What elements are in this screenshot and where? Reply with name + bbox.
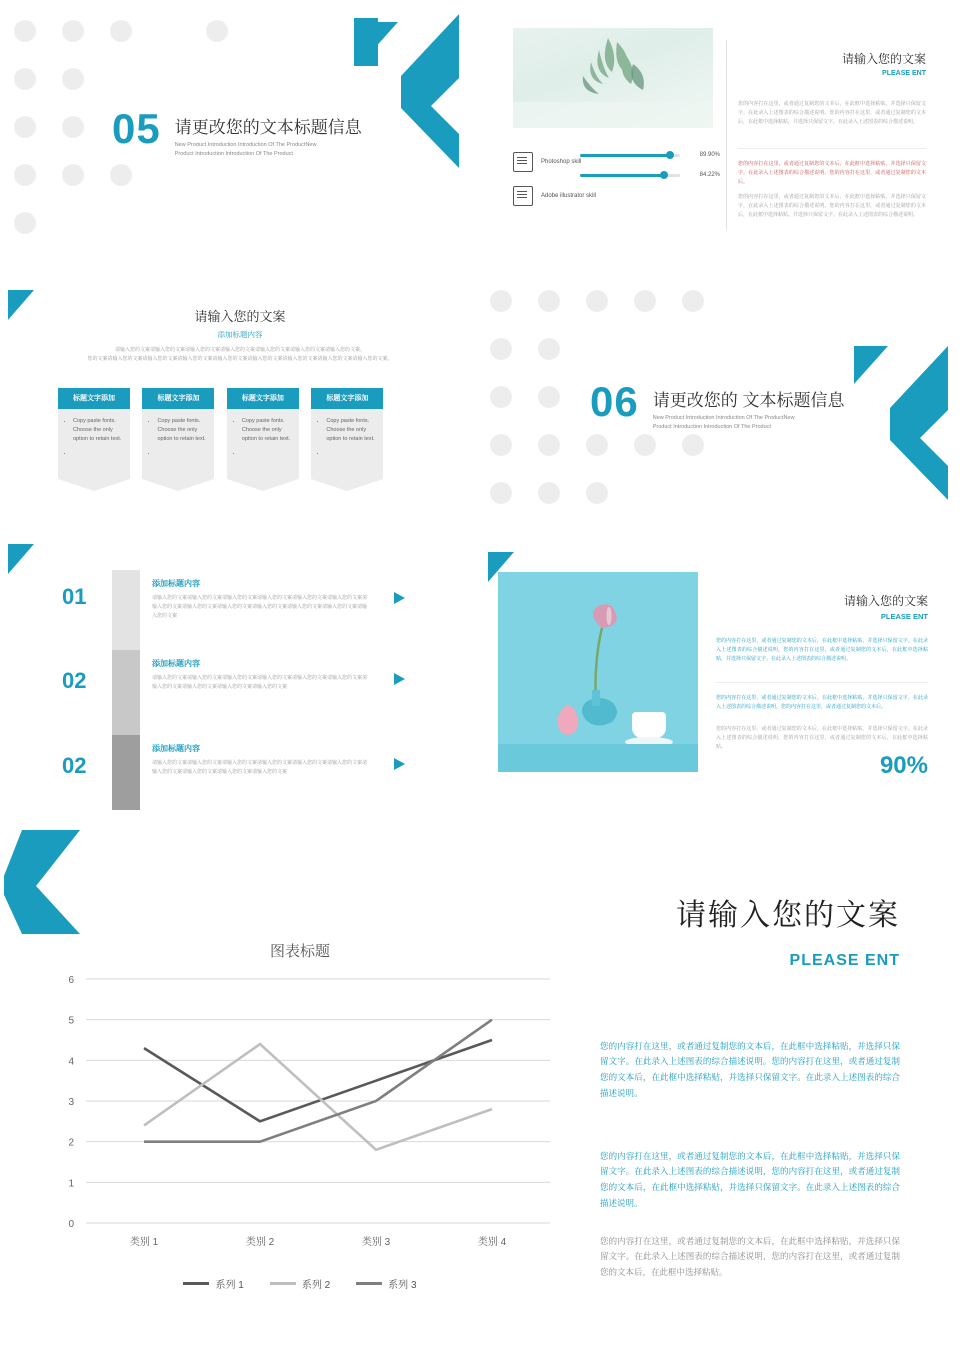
slide-subtitle-line1: New Product Introduction Introduction Of The ProductNew xyxy=(174,142,317,148)
section-heading-en: PLEASE ENT xyxy=(882,70,926,77)
legend-label: 系列 1 xyxy=(215,1280,244,1291)
legend-label: 系列 3 xyxy=(388,1280,417,1291)
section-heading-cn: 请输入您的文案 xyxy=(843,594,928,608)
step-title: 添加标题内容 xyxy=(152,659,200,668)
ribbon-bullet: • Copy paste fonts. Choose the only option to retain text. xyxy=(73,417,124,444)
ribbon-bullet: • Copy paste fonts. Choose the only option to retain text. xyxy=(326,417,377,444)
ribbon-head: 标题文字添加 xyxy=(227,388,299,409)
skills-paragraph: 您的内容打在这里，或者通过复制您的文本后，在此框中选择粘贴。并选择只保留文字。在此录入上述图表的综合描述说明。您的内容打在这里，或者通过复制您的文本后，在此框中选择粘贴，并选择只保留文字。在此录入上述图表的综合描述说明。 xyxy=(738,101,926,125)
play-triangle-icon xyxy=(394,758,405,770)
slide-ribbons xyxy=(0,270,480,540)
step-bar xyxy=(112,570,140,650)
slide-ninety xyxy=(480,540,960,810)
svg-text:6: 6 xyxy=(68,975,74,986)
slide-steps xyxy=(0,540,480,810)
ribbon-card[interactable] xyxy=(227,388,299,491)
step-text: 请输入您的文案请输入您的文案请输入您的文案请输入您的文案请输入您的文案请输入您的文案请输入您的文案请输入您的文案请输入您的文案请输入您的文案 xyxy=(152,760,368,775)
section-heading-en: PLEASE ENT xyxy=(880,612,928,621)
legend-swatch xyxy=(356,1282,382,1285)
ribbon-card[interactable] xyxy=(58,388,130,491)
slide-subtitle-line1: New Product Introduction Introduction Of The ProductNew xyxy=(652,415,795,421)
ribbons-subheading: 添加标题内容 xyxy=(217,330,263,339)
vase-photo xyxy=(498,572,698,772)
step-number: 02 xyxy=(62,753,87,778)
slide-title: 请更改您的文本标题信息 xyxy=(174,118,362,137)
chevron-left-decoration xyxy=(838,340,960,530)
ribbon-bullet xyxy=(73,449,124,458)
step-title: 添加标题内容 xyxy=(152,744,200,753)
divider xyxy=(726,40,727,230)
play-triangle-icon xyxy=(394,592,405,604)
ribbon-bullet: • Copy paste fonts. Choose the only option to retain text. xyxy=(242,417,293,444)
ribbon-head: 标题文字添加 xyxy=(311,388,383,409)
document-icon xyxy=(513,186,533,206)
svg-text:类别 4: 类别 4 xyxy=(477,1237,507,1248)
ninety-value: 90% xyxy=(879,752,928,779)
section-heading-cn: 请输入您的文案 xyxy=(841,52,926,66)
step-text: 请输入您的文案请输入您的文案请输入您的文案请输入您的文案请输入您的文案请输入您的文案请输入您的文案请输入您的文案请输入您的文案请输入您的文案 xyxy=(152,675,368,690)
step-number: 02 xyxy=(62,668,87,693)
ribbon-bullet xyxy=(242,449,293,458)
skills-paragraph: 您的内容打在这里，或者通过复制您的文本后，在此框中选择粘贴，并选择只保留文字，在此录入上述图表的综合描述说明。您的内容打在这里，或者通过复制您的文本后，在此框中选择粘贴。并选择只保留文字。在此录入上述图表的综合描述说明。 xyxy=(738,194,926,218)
chevron-left-decoration xyxy=(0,540,44,600)
slide-title: 请更改您的 文本标题信息 xyxy=(652,391,845,410)
legend-label: 系列 2 xyxy=(301,1280,331,1291)
ribbon-card[interactable] xyxy=(142,388,214,491)
step-bar xyxy=(112,735,140,810)
legend-swatch xyxy=(270,1282,296,1285)
chevron-left-decoration xyxy=(4,816,94,946)
svg-text:类别 3: 类别 3 xyxy=(361,1237,391,1248)
skill-name: Adobe illustrator skill xyxy=(541,193,597,199)
chart-heading-cn: 请输入您的文案 xyxy=(676,899,900,932)
step-text: 请输入您的文案请输入您的文案请输入您的文案请输入您的文案请输入您的文案请输入您的文案请输入您的文案请输入您的文案请输入您的文案请输入您的文案请输入您的文案请输入您的文案请输入您的文案 xyxy=(152,595,368,619)
skill-progress-bar xyxy=(580,174,680,177)
chart-paragraph: 您的内容打在这里，或者通过复制您的文本后，在此框中选择粘贴，并选择只保留文字。在此录入上述图表的综合描述说明，您的内容打在这里，或者通过复制您的文本后，在此框中选择粘贴，并选择只保留文字。在此录入上述图表的综合描述说明。 xyxy=(600,1150,900,1208)
slide-06 xyxy=(480,270,960,540)
chevron-left-decoration xyxy=(354,8,480,178)
chart-paragraph: 您的内容打在这里，或者通过复制您的文本后，在此框中选择粘贴，并选择只保留文字。在此录入上述图表的综合描述说明，您的内容打在这里，或者通过复制您的文本后，在此框中选择粘贴。 xyxy=(600,1235,900,1277)
svg-text:0: 0 xyxy=(68,1219,74,1230)
skill-value: 84.22% xyxy=(699,172,720,178)
legend-item xyxy=(270,1276,330,1291)
ribbon-bullet: • Copy paste fonts. Choose the only option to retain text. xyxy=(157,417,208,444)
svg-text:3: 3 xyxy=(68,1097,74,1108)
chart-title: 图表标题 xyxy=(269,943,330,960)
skill-progress-bar xyxy=(580,154,680,157)
slide-skills xyxy=(480,0,960,270)
svg-text:1: 1 xyxy=(68,1178,74,1190)
ribbons-desc-line2: 您的文案请输入您的文案请输入您的文案请输入您的文案请输入您的文案请输入您的文案请输入您的文案请输入您的文案请输入您的文案。 xyxy=(87,355,393,362)
slide-subtitle-line2: Product Introduction Introduction Of The Product xyxy=(174,151,293,158)
ninety-paragraph: 您的内容打在这里，或者通过复制您的文本后，在此框中选择粘贴，并选择只保留文字。在此录入上述图表的综合描述说明，您的内容打在这里，或者通过复制您的文本后，在此框中选择粘贴。 xyxy=(716,726,928,750)
chart-heading-en: PLEASE ENT xyxy=(789,952,900,969)
ribbon-head: 标题文字添加 xyxy=(142,388,214,409)
skill-value: 89.90% xyxy=(699,152,720,158)
skills-paragraph: 您的内容打在这里，或者通过复制您的文本后，在此框中选择粘贴，并选择只保留文字。在此录入上述图表的综合描述说明，您的内容打在这里，或者通过复制您的文本后。 xyxy=(738,161,926,185)
slide-05 xyxy=(0,0,480,270)
ribbons-desc-line1: 请输入您的文案请输入您的文案请输入您的文案请输入您的文案请输入您的文案请输入您的文案请输入您的文案。 xyxy=(114,347,365,353)
svg-text:4: 4 xyxy=(68,1056,74,1068)
document-icon xyxy=(513,152,533,172)
slide-number: 05 xyxy=(112,105,161,152)
svg-text:类别 2: 类别 2 xyxy=(245,1237,275,1248)
skill-name: Photoshop skill xyxy=(541,159,582,165)
step-bar xyxy=(112,650,140,735)
legend-item xyxy=(183,1276,243,1291)
svg-text:类别 1: 类别 1 xyxy=(129,1237,159,1248)
ninety-paragraph: 您的内容打在这里，或者通过复制您的文本后，在此框中选择粘贴，并选择只保留文字。在此录入上述图表的综合描述说明，您的内容打在这里，或者通过复制您的文本后，在此框中选择粘贴，并选择只保留文字。在此录入上述图表的综合描述说明。 xyxy=(716,638,928,662)
ninety-paragraph: 您的内容打在这里，或者通过复制您的文本后，在此框中选择粘贴，并选择只保留文字。在此录入上述图表的综合描述说明，您的内容打在这里，或者通过复制您的文本后。 xyxy=(716,695,928,710)
svg-text:2: 2 xyxy=(68,1137,74,1149)
step-title: 添加标题内容 xyxy=(152,579,200,588)
line-chart xyxy=(40,971,560,1261)
svg-text:5: 5 xyxy=(68,1015,74,1027)
legend-item xyxy=(356,1276,416,1291)
slide-subtitle-line2: Product Introduction Introduction Of The Product xyxy=(652,424,771,431)
slide-chart xyxy=(0,810,960,1352)
play-triangle-icon xyxy=(394,673,405,685)
leaves-photo xyxy=(513,28,713,128)
ribbon-card[interactable] xyxy=(311,388,383,491)
legend-swatch xyxy=(183,1282,209,1285)
step-number: 01 xyxy=(62,584,87,609)
ribbons-heading: 请输入您的文案 xyxy=(194,309,286,324)
chart-paragraph: 您的内容打在这里，或者通过复制您的文本后，在此框中选择粘贴，并选择只保留文字。在此录入上述图表的综合描述说明。您的内容打在这里，或者通过复制您的文本后，在此框中选择粘贴，并选择只保留文字。在此录入上述图表的综合描述说明。 xyxy=(600,1040,900,1098)
chart-legend xyxy=(40,1276,560,1291)
slide-number: 06 xyxy=(590,378,639,425)
ribbon-head: 标题文字添加 xyxy=(58,388,130,409)
ribbon-bullet xyxy=(157,449,208,458)
ribbon-bullet xyxy=(326,449,377,458)
